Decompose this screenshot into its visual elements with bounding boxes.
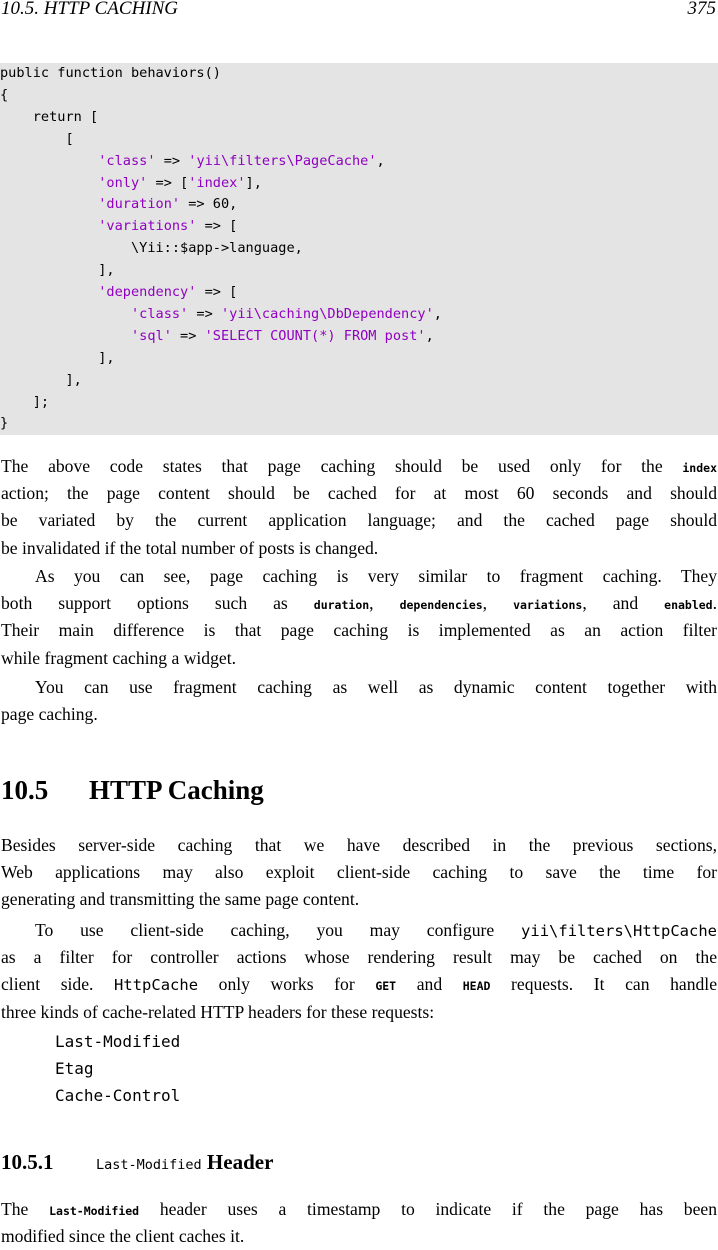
text-line: Their main difference is that page caching is implemented as an action filter [1,620,717,641]
code-token: { [0,86,9,103]
code-line [0,129,74,149]
text-line: client side. HttpCache only works for GET and HEAD requests. It can handle [1,974,717,995]
code-line [0,260,115,280]
code-token: ], [0,349,115,366]
section-number: 10.5 [1,775,49,805]
code-string: 'duration' [98,196,181,213]
code-line [0,348,115,368]
inline-code: HEAD [462,979,491,994]
text-line: The above code states that page caching should be used only for the index [1,456,717,476]
code-token: \Yii::$app->language, [0,240,303,257]
code-token [0,306,131,322]
code-line [0,107,98,127]
code-line [0,151,385,171]
text-line: modified since the client caches it. [1,1226,245,1247]
inline-code: Last-Modified [49,1204,140,1218]
paragraph-last-modified [1,1196,717,1250]
code-string: 'variations' [98,218,197,235]
subsection-title: Header [201,1150,274,1174]
paragraph-comparison [1,563,717,672]
code-line [0,282,237,302]
text-line: action; the page content should be cached for at most 60 seconds and should [1,483,717,504]
code-string: 'yii\caching\DbDependency' [221,305,434,322]
paragraph-combination [1,674,717,728]
code-token [0,153,98,169]
code-line [0,194,237,214]
running-head [0,0,718,22]
code-token: ], [245,174,262,191]
code-string: 'yii\filters\PageCache' [188,152,377,169]
code-token [0,218,98,234]
code-token: ], [0,262,115,279]
page-number: 375 [687,0,716,19]
code-token: , [433,305,442,322]
code-token: ], [0,371,82,388]
code-string: 'class' [98,152,156,169]
section-title: HTTP Caching [89,775,264,805]
inline-code: HttpCache [114,976,199,995]
code-token [0,175,98,191]
list-item: Last-Modified [55,1032,181,1051]
running-head-chapter: 10.5. HTTP CACHING [1,0,179,19]
code-token: => [171,327,205,344]
code-string: 'class' [130,305,189,322]
text-line: You can use fragment caching as well as dynamic content together with [35,677,717,697]
code-token [0,328,131,344]
inline-code: variations [513,598,583,613]
text-line: both support options such as duration, dependencies, variations, and enabled. [1,593,718,614]
paragraph-client-side-intro [1,832,717,914]
code-line [0,326,434,346]
inline-code: dependencies [399,598,483,613]
code-string: 'index' [188,174,246,191]
text-line: page caching. [1,704,98,725]
inline-code: GET [375,979,397,994]
code-line [0,85,8,105]
text-line: be invalidated if the total number of posts is changed. [1,537,379,558]
code-token: => [ [196,284,238,300]
text-line: be variated by the current application language; and the cached page should [1,510,717,531]
code-line [0,304,442,324]
code-line [0,370,82,390]
text-line: To use client-side caching, you may configure yii\filters\HttpCache [35,920,717,940]
paragraph-httpcache-usage [1,917,717,1026]
code-token: => [ [147,174,189,191]
code-token: [ [0,130,74,147]
code-line [0,173,262,193]
code-line [0,63,221,83]
list-item: Cache-Control [55,1086,181,1105]
code-string: 'only' [98,174,148,191]
text-line: Besides server-side caching that we have described in the previous sections, [1,835,717,855]
inline-code: index [682,461,717,475]
inline-code: duration [313,598,370,613]
code-token: public function behaviors() [0,65,221,81]
code-line [0,413,8,433]
code-line [0,216,237,236]
subsection-number: 10.5.1 [1,1150,54,1174]
code-string: 'dependency' [98,284,197,300]
subsection-code: Last-Modified [96,1157,202,1173]
list-item: Etag [55,1059,94,1078]
code-token: ]; [0,393,50,410]
code-token: => 60, [180,196,238,213]
paragraph-page-caching-explanation [1,453,717,562]
inline-code: enabled [664,598,713,613]
code-token: => [ [196,218,238,235]
code-token: return [ [0,108,99,125]
code-string: 'sql' [130,327,172,344]
text-line: The Last-Modified header uses a timestamp to indicate if the page has been [1,1199,717,1219]
inline-code: yii\filters\HttpCache [521,922,717,940]
section-heading [1,775,264,806]
text-line: Web applications may also exploit client-side caching to save the time for [1,862,717,883]
text-line: while fragment caching a widget. [1,647,236,668]
code-line [0,392,49,412]
code-token: => [155,152,189,169]
code-token [0,284,98,300]
code-token: => [188,305,221,322]
code-listing [0,63,718,435]
code-string: 'SELECT COUNT(*) FROM post' [204,327,426,344]
code-token: , [425,327,434,344]
text-line: as a filter for controller actions whose rendering result may be cached on the [1,947,717,968]
text-line: three kinds of cache-related HTTP headers for these requests: [1,1001,435,1022]
http-header-list [55,1028,180,1109]
code-token [0,196,98,212]
code-token: } [0,415,9,432]
code-token: , [376,152,385,169]
code-line [0,238,303,258]
subsection-heading [1,1150,273,1175]
text-line: As you can see, page caching is very similar to fragment caching. They [35,566,717,586]
text-line: generating and transmitting the same page content. [1,889,360,910]
